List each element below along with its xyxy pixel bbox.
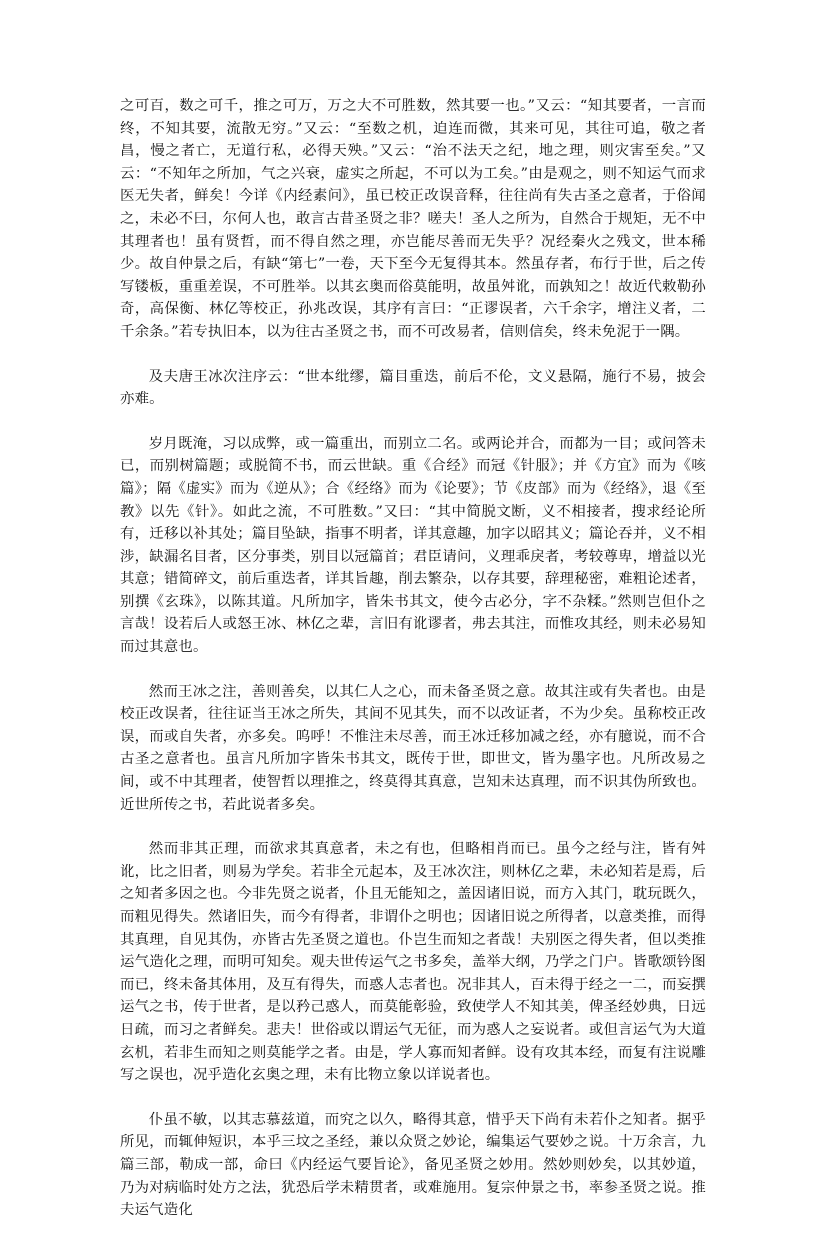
paragraph-3: 岁月既淹，习以成弊，或一篇重出，而别立二名。或两论并合，而都为一目；或问答未已，而别树篇题；或脱简不书，而云世缺。重《合经》而冠《针服》；并《方宜》而为《咳篇》；隔《虚实》而为《逆从》；合《经络》而为《论要》；节《皮部》而为《经络》，退《至教》以先《针》。如此之流，不可胜数。”又曰：“其中简脱文断，义不相接者，搜求经论所有，迁移以补其处；篇目坠缺，指事不明者，详其意趣，加字以昭其义；篇论吞并，义不相涉，缺漏名目者，区分事类，别目以冠篇首；君臣请问，义理乖戾者，考较尊卑，增益以光其意；错简碎文，前后重迭者，详其旨趣，削去繁杂，以存其要，辞理秘密，难粗论述者，别撰《玄珠》，以陈其道。凡所加字，皆朱书其文，使今古必分，字不杂糅。”然则岂但仆之言哉！设若后人或怒王冰、林亿之辈，言旧有讹谬者，弗去其注，而惟攻其经，则未必易知而过其意也。 — [120, 435, 706, 656]
document-page — [120, 95, 706, 1244]
paragraph-5: 然而非其正理，而欲求其真意者，未之有也，但略相肖而已。虽今之经与注，皆有舛讹，比之旧者，则易为学矣。若非全元起本，及王冰次注，则林亿之辈，未必知若是焉，后之知者多因之也。今非先贤之说者，仆且无能知之，盖因诸旧说，而方入其门，耽玩既久，而粗见得失。然诸旧失，而今有得者，非谓仆之明也；因诸旧说之所得者，以意类推，而得其真理，自见其伪，亦皆古先圣贤之道也。仆岂生而知之者哉！夫别医之得失者，但以类推运气造化之理，而明可知矣。观夫世传运气之书多矣，盖举大纲，乃学之门户。皆歌颂钤图而已，终未备其体用，及互有得失，而惑人志者也。况非其人，百未得于经之一二，而妄撰运气之书，传于世者，是以矜己惑人，而莫能彰验，致使学人不知其美，俾圣经妙典，日远日疏，而习之者鲜矣。悲夫！世俗或以谓运气无征，而为惑人之妄说者。或但言运气为大道玄机，若非生而知之则莫能学之者。由是，学人寡而知者鲜。设有攻其本经，而复有注说雕写之误也，况乎造化玄奥之理，未有比物立象以详说者也。 — [120, 841, 706, 1084]
paragraph-1: 之可百，数之可千，推之可万，万之大不可胜数，然其要一也。”又云：“知其要者，一言而终，不知其要，流散无穷。”又云：“至数之机，迫连而微，其来可见，其往可追，敬之者昌，慢之者亡，无道行私，必得天殃。”又云：“治不法天之纪，地之理，则灾害至矣。”又云：“不知年之所加，气之兴衰，虚实之所起，不可以为工矣。”由是观之，则不知运气而求医无失者，鲜矣！今详《内经素问》，虽已校正改误音释，往往尚有失古圣之意者，于俗闻之，未必不曰，尔何人也，敢言古昔圣贤之非？嗟夫！圣人之所为，自然合于规矩，无不中其理者也！虽有贤哲，而不得自然之理，亦岂能尽善而无失乎？况经秦火之残文，世本稀少。故自仲景之后，有缺“第七”一卷，天下至今无复得其本。然虽存者，布行于世，后之传写镂板，重重差误，不可胜举。以其玄奥而俗莫能明，故虽舛讹，而孰知之！故近代敕勒孙奇，高保衡、林亿等校正，孙兆改误，其序有言曰：“正谬误者，六千余字，增注义者，二千余条。”若专执旧本，以为往古圣贤之书，而不可改易者，信则信矣，终未免泥于一隅。 — [120, 98, 706, 340]
paragraph-4: 然而王冰之注，善则善矣，以其仁人之心，而未备圣贤之意。故其注或有失者也。由是校正改误者，往往证当王冰之所失，其间不见其失，而不以改证者，不为少矣。虽称校正改误，而或自失者，亦多矣。呜呼！不惟注未尽善，而王冰迁移加减之经，亦有臆说，而不合古圣之意者也。虽言凡所加字皆朱书其文，既传于世，即世文，皆为墨字也。凡所改易之间，或不中其理者，使智哲以理推之，终莫得其真意，岂知未达真理，而不识其伪所致也。近世所传之书，若此说者多矣。 — [120, 683, 706, 813]
paragraph-2: 及夫唐王冰次注序云：“世本纰缪，篇目重迭，前后不伦，文义悬隔，施行不易，披会亦难。 — [120, 368, 706, 408]
paragraph-6: 仆虽不敏，以其志慕兹道，而究之以久，略得其意，惜乎天下尚有未若仆之知者。据乎所见，而辄伸短识，本乎三坟之圣经，兼以众贤之妙论，编集运气要妙之说。十万余言，九篇三部，勒成一部，命曰《内经运气要旨论》，备见圣贤之妙用。然妙则妙矣，以其妙道，乃为对病临时处方之法，犹恐后学未精贯者，或难施用。复宗仲景之书，率参圣贤之说。推夫运气造化 — [120, 1111, 706, 1219]
